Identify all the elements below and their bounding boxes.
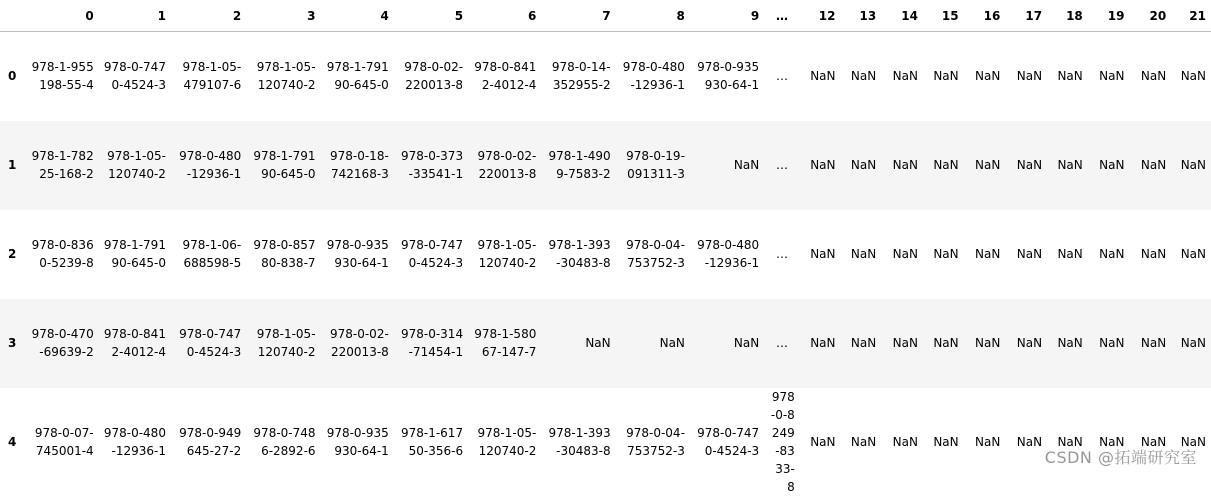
table-cell: 978-0-7470-4524-3 [179,327,242,359]
table-cell: 978-1-61750-356-6 [400,425,464,458]
table-cell: 978-0-480-12936-1 [622,60,685,93]
column-header-19: 20 [1129,0,1171,32]
row-index: 2 [8,247,17,261]
table-cell: NaN [810,247,836,261]
table-cell: 978-0-7470-4524-3 [103,60,166,93]
table-cell: 978-0-8412-4012-4 [474,60,537,93]
table-cell: NaN [975,69,1001,84]
column-header-7: 7 [541,0,615,32]
table-cell: NaN [810,434,836,449]
table-cell: NaN [659,336,685,350]
table-cell: NaN [933,247,959,261]
table-cell: NaN [1099,336,1125,350]
table-cell: 978-0-04-753752-3 [626,238,685,270]
table-cell: 978-1-05-479107-6 [182,60,242,93]
table-cell: NaN [1057,434,1083,449]
table-cell: 978-1-58067-147-7 [474,327,537,359]
table-cell: 978-0-480-12936-1 [697,238,760,270]
table-cell: NaN [1057,158,1083,172]
table-cell: 978-0-373-33541-1 [400,149,464,181]
table-cell: 978-1-79190-645-0 [326,60,389,93]
table-cell: 978-0-8360-5239-8 [31,238,94,270]
table-cell: NaN [1140,158,1167,172]
table-cell: 978-1-393-30483-8 [548,425,611,458]
table-cell: NaN [975,336,1001,350]
table-cell: NaN [850,158,877,172]
table-cell: NaN [810,336,836,350]
table-cell: NaN [1057,69,1083,84]
table-cell: NaN [933,158,959,172]
table-cell: 978-0-7470-4524-3 [697,425,760,458]
table-cell: NaN [892,336,918,350]
table-row [0,299,1211,388]
column-header-1: 1 [99,0,171,32]
table-row [0,210,1211,299]
column-header-5: 5 [394,0,468,32]
table-row [0,388,1211,496]
table-cell: 978-0-470-69639-2 [31,327,94,359]
table-cell: NaN [585,336,611,350]
row-index: 3 [8,336,17,350]
table-cell: NaN [1140,434,1167,449]
table-cell: NaN [975,247,1001,261]
column-header-18: 19 [1088,0,1130,32]
table-cell: NaN [1057,247,1083,261]
table-cell: NaN [1099,158,1125,172]
table-row [0,32,1211,121]
table-cell: 978-0-480-12936-1 [103,425,166,458]
table-cell: NaN [1016,69,1043,84]
table-cell: NaN [810,69,836,84]
table-cell: NaN [1099,434,1125,449]
column-header-8: 8 [616,0,690,32]
column-header [0,0,1211,32]
column-header-3: 3 [246,0,320,32]
table-cell: 978-0-8249-8333-8 [770,389,795,494]
table-cell: NaN [892,434,918,449]
table-cell: NaN [933,336,959,350]
index-header [0,0,27,32]
table-cell: 978-0-85780-838-7 [253,238,316,270]
table-cell: 978-1-05-120740-2 [477,425,537,458]
table-cell: 978-1-79190-645-0 [103,238,166,270]
table-cell: 978-0-07-745001-4 [34,425,94,458]
table-row [0,121,1211,210]
table-cell: NaN [975,434,1001,449]
table-cell: NaN [1140,69,1167,84]
table-cell: 978-0-18-742168-3 [329,149,389,181]
table-cell: 978-1-4909-7583-2 [548,149,611,181]
table-cell: NaN [850,69,877,84]
table-cell: 978-1-05-120740-2 [256,60,316,93]
watermark: CSDN @拓端研究室 [1044,448,1197,467]
column-header-14: 15 [923,0,964,32]
table-cell: 978-0-19-091311-3 [626,149,685,181]
table-cell: NaN [810,158,836,172]
table-cell: … [775,158,788,172]
table-cell: 978-0-04-753752-3 [626,425,685,458]
table-cell: 978-0-7486-2892-6 [253,425,316,458]
column-header-16: 17 [1005,0,1047,32]
table-cell: NaN [1180,158,1206,172]
table-cell: 978-0-02-220013-8 [477,149,537,181]
table-cell: 978-0-935930-64-1 [697,60,760,93]
table-cell: NaN [1016,247,1043,261]
row-index: 1 [8,158,17,172]
table-cell: 978-0-314-71454-1 [400,327,464,359]
table-cell: NaN [1180,336,1206,350]
column-header-2: 2 [171,0,246,32]
table-cell: NaN [892,69,918,84]
table-cell: NaN [975,158,1001,172]
column-header-6: 6 [468,0,541,32]
row-index: 0 [8,69,17,84]
column-header-17: 18 [1047,0,1088,32]
table-cell: NaN [1140,247,1167,261]
table-cell: 978-1-955198-55-4 [31,60,94,93]
table-cell: 978-0-480-12936-1 [179,149,242,181]
column-header-20: 21 [1171,0,1211,32]
column-header-15: 16 [964,0,1006,32]
table-cell: 978-0-14-352955-2 [551,60,611,93]
table-cell: NaN [1180,434,1206,449]
table-cell: NaN [1099,247,1125,261]
table-cell: NaN [850,336,877,350]
table-cell: NaN [1016,158,1043,172]
table-cell: 978-0-02-220013-8 [329,327,389,359]
table-cell: NaN [1140,336,1167,350]
table-cell: NaN [1180,247,1206,261]
table-cell: NaN [933,434,959,449]
column-header-9: 9 [690,0,764,32]
table-cell: 978-0-935930-64-1 [326,425,389,458]
table-cell: 978-1-06-688598-5 [182,238,242,270]
column-header-0: 0 [27,0,98,32]
table-cell: NaN [850,434,877,449]
table-cell: 978-0-935930-64-1 [326,238,389,270]
table-cell: NaN [733,336,760,350]
table-cell: NaN [892,247,918,261]
table-cell: … [775,336,788,350]
table-cell: 978-1-78225-168-2 [31,149,94,181]
row-index: 4 [8,434,17,449]
table-cell: NaN [1057,336,1083,350]
table-cell: 978-1-393-30483-8 [548,238,611,270]
table-cell: NaN [933,69,959,84]
table-cell: 978-0-949645-27-2 [179,425,242,458]
table-cell: 978-1-79190-645-0 [253,149,316,181]
table-cell: NaN [892,158,918,172]
column-header-13: 14 [881,0,923,32]
table-cell: … [775,247,788,261]
table-cell: 978-0-8412-4012-4 [103,327,166,359]
table-cell: NaN [1016,434,1043,449]
table-cell: NaN [1180,69,1206,84]
header-row [0,0,1211,32]
table-cell: … [775,69,788,84]
column-header-11: 12 [800,0,841,32]
table-cell: 978-1-05-120740-2 [107,149,166,181]
table-cell: 978-1-05-120740-2 [256,327,316,359]
column-header-4: 4 [321,0,394,32]
table-cell: 978-0-7470-4524-3 [400,238,464,270]
column-header-12: 13 [841,0,882,32]
ellipsis-column-header: … [764,0,800,32]
table-cell: 978-0-02-220013-8 [404,60,464,93]
table-cell: NaN [733,158,760,172]
table-cell: NaN [850,247,877,261]
table-cell: 978-1-05-120740-2 [477,238,537,270]
table-cell: NaN [1016,336,1043,350]
table-cell: NaN [1099,69,1125,84]
table-body [0,32,1211,496]
